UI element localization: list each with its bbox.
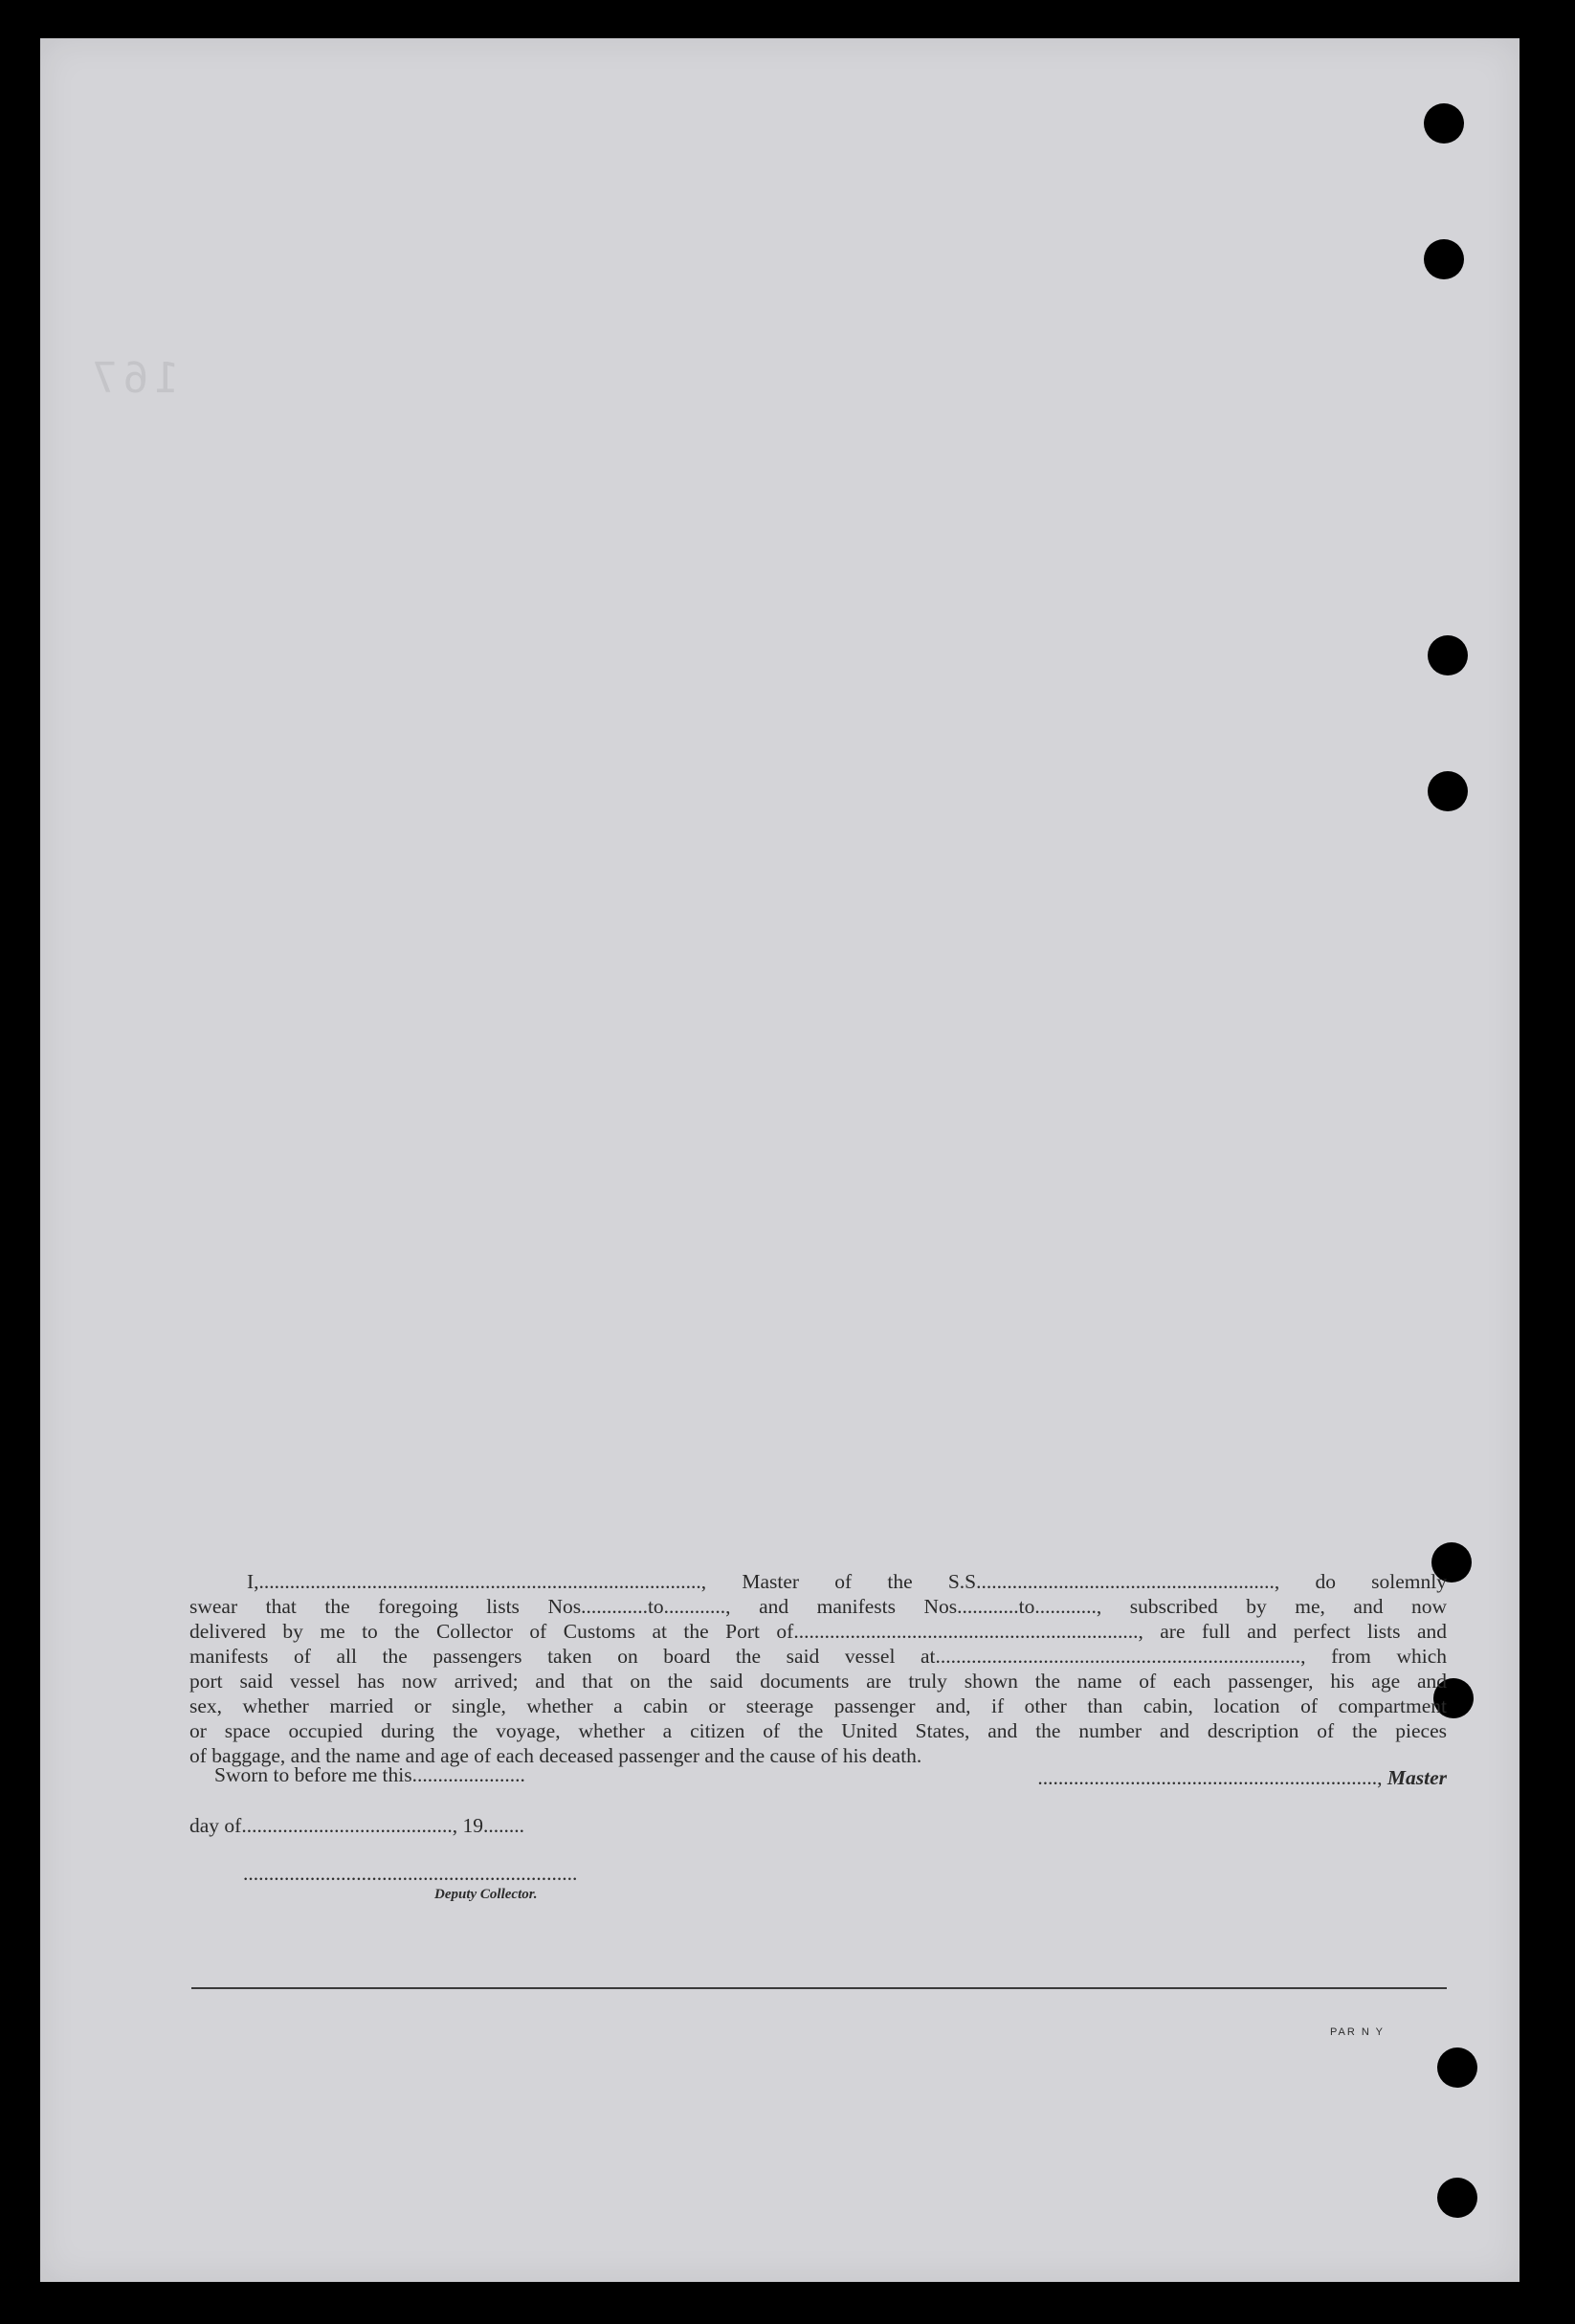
oath-line: I,......................................................................................, Master of the S.S.........................................................., do solemnly xyxy=(247,1570,1447,1593)
faint-bleed-through-number: 167 xyxy=(86,354,180,403)
punch-hole xyxy=(1437,2178,1477,2218)
oath-line: of baggage, and the name and age of each deceased passenger and the cause of his death. xyxy=(189,1744,922,1767)
punch-hole xyxy=(1428,771,1468,811)
day-of-line: day of........................................., 19........ xyxy=(189,1814,524,1837)
oath-line: manifests of all the passengers taken on board the said vessel at......................................................................., from which xyxy=(189,1645,1447,1668)
deputy-collector-label: Deputy Collector. xyxy=(434,1887,538,1902)
horizontal-rule xyxy=(191,1987,1447,1989)
master-signature-dots: .................................................................., xyxy=(1037,1766,1387,1789)
punch-hole xyxy=(1424,103,1464,144)
master-signature-line xyxy=(1037,1766,1447,1790)
punch-hole xyxy=(1424,239,1464,279)
deputy-collector-dots: ................................................................. xyxy=(243,1862,578,1885)
master-oath-paragraph xyxy=(189,1569,1447,1768)
document-page xyxy=(40,38,1520,2282)
oath-line: port said vessel has now arrived; and that on the said documents are truly shown the name of each passenger, his age and xyxy=(189,1670,1447,1693)
oath-line: sex, whether married or single, whether a cabin or steerage passenger and, if other than cabin, location of compartment xyxy=(189,1694,1447,1717)
oath-line: or space occupied during the voyage, whether a citizen of the United States, and the number and description of the pieces xyxy=(189,1719,1447,1742)
master-label: Master xyxy=(1386,1766,1447,1789)
oath-line: swear that the foregoing lists Nos.............to............, and manifests Nos............to............, subscribed by me, and now xyxy=(189,1595,1447,1618)
sworn-before-line: Sworn to before me this...................... xyxy=(214,1763,525,1786)
oath-line: delivered by me to the Collector of Customs at the Port of..................................................................., are full and perfect lists and xyxy=(189,1620,1447,1643)
punch-hole xyxy=(1437,2047,1477,2088)
printer-mark: PAR N Y xyxy=(1330,2026,1385,2038)
punch-hole xyxy=(1428,635,1468,675)
